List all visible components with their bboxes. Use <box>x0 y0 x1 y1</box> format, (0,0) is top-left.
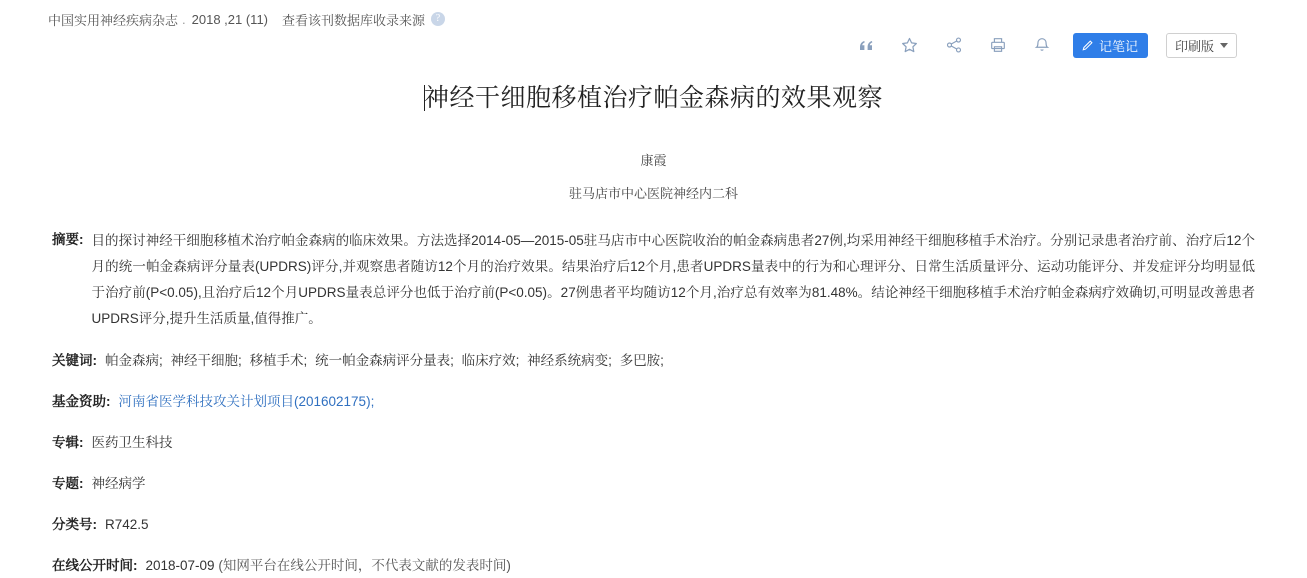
print-version-button[interactable] <box>1166 33 1237 58</box>
star-icon[interactable] <box>897 32 923 58</box>
abstract-text: 目的探讨神经干细胞移植术治疗帕金森病的临床效果。方法选择2014-05—2015-05驻马店市中心医院收治的帕金森病患者27例,均采用神经干细胞移植手术治疗。分别记录患者治疗前、治疗后12个月的统一帕金森病评分量表(UPDRS)评分,并观察患者随访12个月的治疗效果。结果治疗后12个月,患者UPDRS量表中的行为和心理评分、日常生活质量评分、运动功能评分、并发症评分均明显低于治疗前(P<0.05),且治疗后12个月UPDRS量表总评分也低于治疗前(P<0.05)。27例患者平均随访12个月,治疗总有效率为81.48%。结论神经干细胞移植手术治疗帕金森病疗效确切,可明显改善患者UPDRS评分,提升生活质量,值得推广。 <box>91 233 1255 326</box>
article-toolbar <box>853 32 1237 58</box>
classification-row <box>52 513 1255 537</box>
abstract-row <box>52 228 1255 332</box>
journal-name[interactable]: 中国实用神经疾病杂志 <box>48 12 179 28</box>
author-name[interactable]: 康霞 <box>640 153 667 168</box>
online-date-row <box>52 554 1255 578</box>
keyword-item[interactable]: 临床疗效; <box>461 353 520 368</box>
author-affiliation: 驻马店市中心医院神经内二科 <box>568 186 738 201</box>
keyword-item[interactable]: 神经系统病变; <box>527 353 612 368</box>
fund-label: 基金资助: <box>52 394 111 409</box>
topic-value[interactable]: 神经病学 <box>91 476 146 491</box>
keyword-item[interactable]: 多巴胺; <box>619 353 664 368</box>
online-date-value <box>146 554 1256 578</box>
question-mark-icon[interactable]: ? <box>431 12 445 26</box>
journal-bar <box>0 0 1307 32</box>
take-note-label: 记笔记 <box>1098 38 1138 54</box>
keyword-item[interactable]: 神经干细胞; <box>170 353 242 368</box>
journal-separator: . <box>182 11 186 27</box>
bell-icon[interactable] <box>1029 32 1055 58</box>
page-title <box>0 78 1307 114</box>
abstract-label: 摘要: <box>52 232 84 247</box>
album-row <box>52 431 1255 455</box>
page-title-text: 神经干细胞移植治疗帕金森病的效果观察 <box>423 84 883 112</box>
printer-icon[interactable] <box>985 32 1011 58</box>
album-label: 专辑: <box>52 435 84 450</box>
keyword-item[interactable]: 统一帕金森病评分量表; <box>315 353 454 368</box>
fund-row <box>52 390 1255 414</box>
metadata-list <box>52 228 1255 578</box>
share-icon[interactable] <box>941 32 967 58</box>
database-source-link[interactable]: 查看该刊数据库收录来源 <box>282 12 426 28</box>
keyword-item[interactable]: 移植手术; <box>249 353 308 368</box>
album-value[interactable]: 医药卫生科技 <box>91 435 173 450</box>
chevron-down-icon <box>1220 43 1228 48</box>
quote-icon[interactable] <box>853 32 879 58</box>
keyword-item[interactable]: 帕金森病; <box>105 353 163 368</box>
title-block <box>0 78 1307 202</box>
journal-issue: 2018 ,21 (11) <box>191 11 269 27</box>
topic-label: 专题: <box>52 476 84 491</box>
classification-label: 分类号: <box>52 517 97 532</box>
classification-value[interactable]: R742.5 <box>105 517 149 532</box>
pencil-icon <box>1081 39 1094 52</box>
keywords-label: 关键词: <box>52 353 97 368</box>
online-date-label: 在线公开时间: <box>52 558 138 573</box>
keywords-list <box>105 349 1255 373</box>
take-note-button[interactable] <box>1073 33 1148 58</box>
fund-value[interactable]: 河南省医学科技攻关计划项目(201602175); <box>118 394 375 409</box>
print-version-label: 印刷版 <box>1174 38 1214 54</box>
topic-row <box>52 472 1255 496</box>
online-date-text: 2018-07-09 <box>145 558 215 573</box>
online-date-note: (知网平台在线公开时间，不代表文献的发表时间) <box>218 558 511 573</box>
keywords-row <box>52 349 1255 373</box>
